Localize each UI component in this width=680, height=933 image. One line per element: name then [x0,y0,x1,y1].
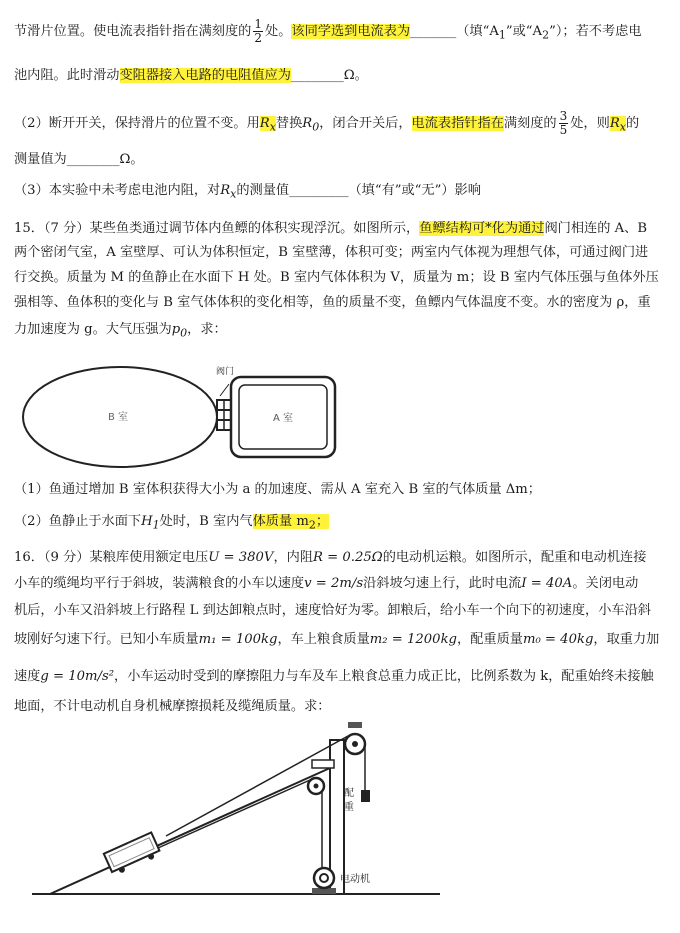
q16-line-1: 16．（9 分）某粮库使用额定电压U = 380V，内阻R = 0.25Ω的电动机运粮。如图所示，配重和电动机连接 [14,550,647,565]
ramp-motor-figure [30,720,450,928]
fish-bladder-figure [20,360,350,472]
cart [104,832,162,876]
fraction-three-fifths: $\frac{3}{5}$ [559,110,568,137]
q15-line-1: 15．（7 分）某些鱼类通过调节体内鱼鳔的体积实现浮沉。如图所示，鱼鳔结构可*化为通过阀门相连的 A、B [14,221,648,236]
q16-line-2: 小车的缆绳均平行于斜坡，装满粮食的小车以速度v = 2m/s沿斜坡匀速上行，此时电流I = 40A。关闭电动 [14,576,639,591]
counterweight-label-2: 重 [344,802,354,813]
highlight-1: 该同学选到电流表为 [291,24,411,39]
highlight-4: 鱼鳔结构可*化为通过 [419,221,545,236]
q15-line-4: 强相等、鱼体积的变化与 B 室气体体积的变化相等，鱼的质量不变，鱼鳔内气体温度不变。水的密度为 ρ，重 [14,295,651,310]
highlight-2: 变阻器接入电路的电阻值应为 [119,68,291,83]
q15-line-2: 两个密闭气室，A 室壁厚、可认为体积恒定，B 室壁薄，体积可变；两室内气体视为理想气体，可通过阀门进 [14,245,649,260]
q15-line-5: 力加速度为 g。大气压强为$p_0$，求： [14,322,227,340]
top-pulley-mount [348,722,362,728]
text-line-4: 测量值为________Ω。 [14,152,144,167]
highlight-rx-2: $R_x$ [609,116,626,134]
fraction-half: $\frac{1}{2}$ [254,18,263,45]
highlight-3: 电流表指针指在 [411,116,504,131]
q16-line-3: 机后，小车又沿斜坡上行路程 L 到达卸粮点时，速度恰好为零。卸粮后，给小车一个向下的初速度，小车沿斜 [14,603,651,618]
ramp-top-cap [312,760,334,768]
text-line-5: （3）本实验中未考虑电池内阻，对$R_x$的测量值_________（填“有”或“无”）影响 [14,183,481,201]
q16-line-6: 地面，不计电动机自身机械摩擦损耗及缆绳质量。求： [14,699,331,714]
q16-line-4: 坡刚好匀速下行。已知小车质量m₁ = 100kg，车上粮食质量m₂ = 1200kg，配重质量m₀ = 40kg，取重力加 [14,632,660,647]
counterweight-block [361,790,370,802]
text-line-3: （2）断开开关，保持滑片的位置不变。用$R_x$替换$R_0$，闭合开关后，电流表指针指在满刻度的 $\frac{3}{5}$ 处，则$R_x$的 [14,110,640,137]
ramp [50,768,330,894]
counterweight-label-1: 配 [344,788,354,799]
text-line-1: 节滑片位置。使电流表指针指在满刻度的 $\frac{1}{2}$ 处。该同学选到电流表为_______（填“$A_1$”或“$A_2$”）；若不考虑电 [14,18,642,45]
cart-cable-lower [158,780,310,848]
motor-label: 电动机 [340,874,370,885]
q15-line-3: 行交换。质量为 M 的鱼静止在水面下 H 处。B 室内气体体积为 V，质量为 m；设 B 室内气体压强与鱼体外压 [14,270,659,285]
highlight-rx: $R_x$ [259,116,276,134]
chamber-b-label: B 室 [107,412,129,423]
highlight-5: 体质量 $m_2$； [252,514,330,532]
q16-line-5: 速度g = 10m/s²，小车运动时受到的摩擦阻力与车及车上粮食总重力成正比，比例系数为 k，配重始终未接触 [14,669,654,684]
valve-label: 阀门 [216,367,235,377]
text-line-2: 池内阻。此时滑动变阻器接入电路的电阻值应为________Ω。 [14,68,368,83]
q15-sub-2: （2）鱼静止于水面下$H_1$处时，B 室内气体质量 $m_2$； [14,514,330,532]
chamber-a-label: A 室 [272,413,294,424]
q15-sub-1: （1）鱼通过增加 B 室体积获得大小为 a 的加速度、需从 A 室充入 B 室的气体质量 Δm； [14,482,541,497]
